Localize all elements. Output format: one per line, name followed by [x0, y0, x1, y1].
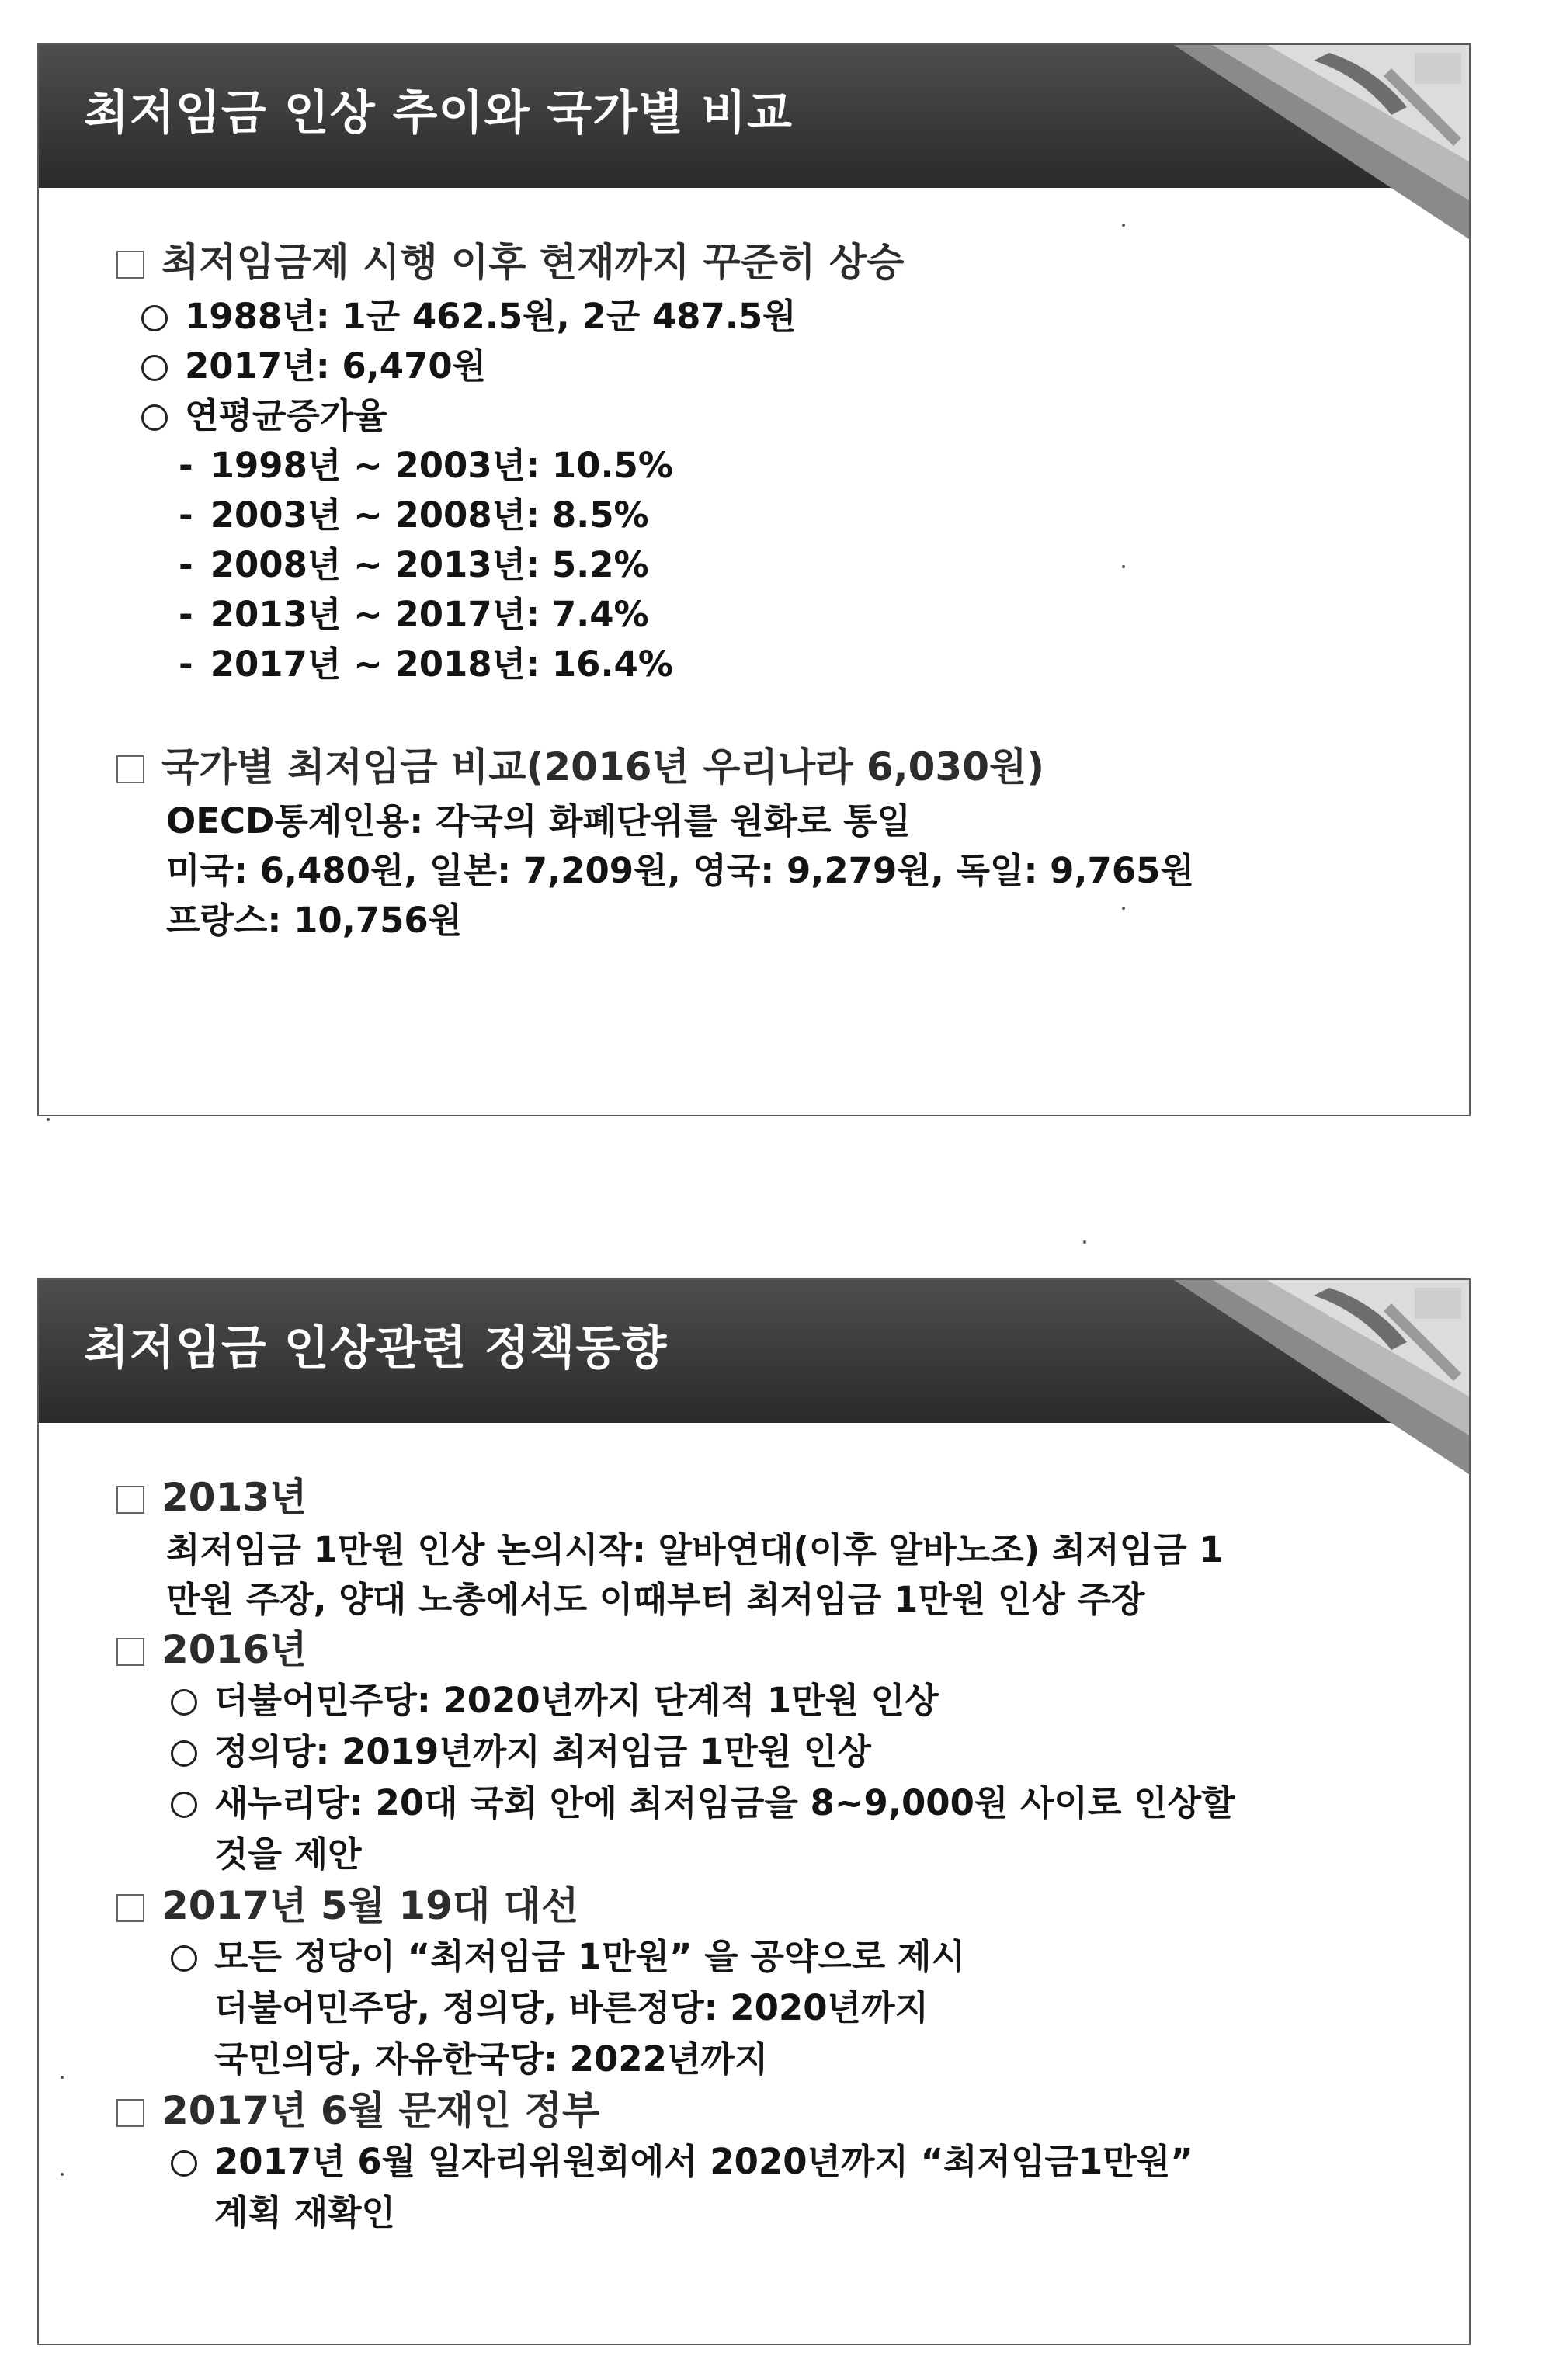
slide-minimum-wage-trend [37, 43, 1471, 1116]
election-heading: 2017년 5월 19대 대선 [116, 1882, 578, 1929]
scan-speck [1122, 565, 1125, 568]
list-item-continuation: 더불어민주당, 정의당, 바른정당: 2020년까지 [214, 1987, 929, 2028]
growth-rate-item: - 2003년 ~ 2008년: 8.5% [179, 494, 649, 536]
oecd-note: OECD통계인용: 각국의 화폐단위를 원화로 통일 [166, 800, 912, 841]
growth-rate-item: - 2013년 ~ 2017년: 7.4% [179, 594, 649, 635]
slide-header [39, 1280, 1469, 1423]
list-item: 정의당: 2019년까지 최저임금 1만원 인상 [171, 1729, 871, 1775]
government-heading: 2017년 6월 문재인 정부 [116, 2087, 599, 2134]
year-heading: 2013년 [116, 1474, 307, 1521]
list-item: 새누리당: 20대 국회 안에 최저임금을 8~9,000원 사이로 인상할 [171, 1780, 1235, 1827]
slide-title: 최저임금 인상 추이와 국가별 비교 [84, 86, 793, 141]
country-wages: 미국: 6,480원, 일본: 7,209원, 영국: 9,279원, 독일: 9,765원 [166, 850, 1194, 891]
header-photo-decoration [1158, 45, 1469, 239]
square-bullet-icon [116, 1894, 144, 1922]
growth-rate-item: - 2008년 ~ 2013년: 5.2% [179, 544, 649, 585]
list-item: 2017년: 6,470원 [141, 343, 486, 390]
circle-bullet-icon [141, 305, 168, 331]
circle-bullet-icon [171, 2150, 197, 2177]
square-bullet-icon [116, 1638, 144, 1666]
scan-speck [47, 1118, 50, 1121]
country-wages: 프랑스: 10,756원 [166, 900, 463, 941]
section-heading: 국가별 최저임금 비교(2016년 우리나라 6,030원) [116, 744, 1044, 790]
header-photo-decoration [1158, 1280, 1469, 1474]
list-item: 연평균증가율 [141, 393, 387, 439]
paragraph-line: 최저임금 1만원 인상 논의시작: 알바연대(이후 알바노조) 최저임금 1 [166, 1529, 1224, 1570]
year-heading: 2016년 [116, 1626, 307, 1673]
section-heading: 최저임금제 시행 이후 현재까지 꾸준히 상승 [116, 239, 904, 286]
scan-speck [1122, 224, 1125, 227]
growth-rate-item: - 2017년 ~ 2018년: 16.4% [179, 644, 673, 685]
circle-bullet-icon [141, 404, 168, 431]
slide-policy-trends [37, 1278, 1471, 2345]
list-item: 2017년 6월 일자리위원회에서 2020년까지 “최저임금1만원” [171, 2139, 1193, 2185]
slide-header [39, 45, 1469, 188]
list-item-continuation: 것을 제안 [214, 1834, 362, 1875]
circle-bullet-icon [141, 355, 168, 381]
scan-speck [1122, 907, 1125, 910]
growth-rate-item: - 1998년 ~ 2003년: 10.5% [179, 445, 673, 486]
paragraph-line: 만원 주장, 양대 노총에서도 이때부터 최저임금 1만원 인상 주장 [166, 1579, 1145, 1620]
list-item-continuation: 계획 재확인 [214, 2192, 396, 2233]
list-item: 모든 정당이 “최저임금 1만원” 을 공약으로 제시 [171, 1934, 965, 1980]
square-bullet-icon [116, 2099, 144, 2127]
circle-bullet-icon [171, 1740, 197, 1767]
list-item: 1988년: 1군 462.5원, 2군 487.5원 [141, 293, 797, 340]
square-bullet-icon [116, 251, 144, 279]
scan-speck [61, 2173, 64, 2176]
circle-bullet-icon [171, 1945, 197, 1972]
square-bullet-icon [116, 1486, 144, 1514]
scan-speck [61, 2076, 64, 2079]
circle-bullet-icon [171, 1792, 197, 1818]
list-item-continuation: 국민의당, 자유한국당: 2022년까지 [214, 2038, 769, 2080]
list-item: 더불어민주당: 2020년까지 단계적 1만원 인상 [171, 1677, 939, 1724]
slide-title: 최저임금 인상관련 정책동향 [84, 1321, 668, 1376]
square-bullet-icon [116, 755, 144, 783]
scan-speck [1083, 1240, 1086, 1244]
circle-bullet-icon [171, 1689, 197, 1716]
